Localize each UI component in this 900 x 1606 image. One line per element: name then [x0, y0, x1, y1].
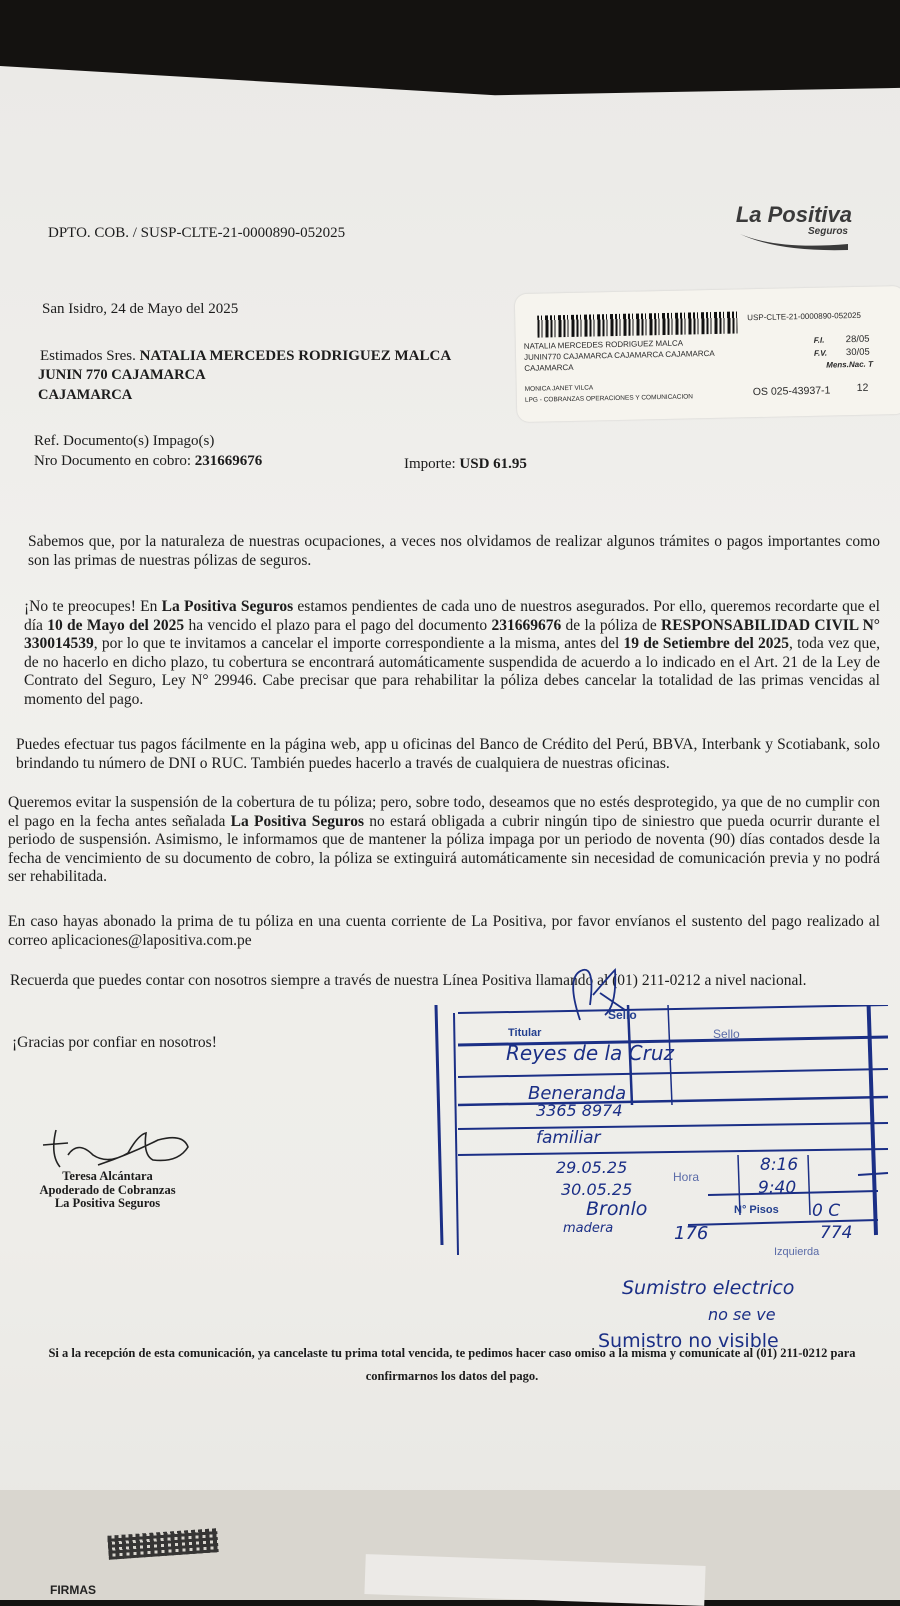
p2-policy: RESPONSABILIDAD CIVIL N° 330014539: [24, 616, 880, 652]
stamp-sello-label: Sello: [608, 1008, 637, 1022]
p2-text: , toda vez que, de no hacerlo en dicho plazo, tu cobertura se encontrará automáticamente suspendida de acuerdo a lo indicado en el Art. 21 de la Ley de Contrato del Seguro, Ley N° 29946. Cabe precisar que para rehabilitar la póliza debes cancelar la totalidad de las primas vencidas al momento del pago.: [24, 635, 881, 708]
paragraph-3: Puedes efectuar tus pagos fácilmente en la página web, app u oficinas del Banco de Crédito del Perú, BBVA, Interbank y Scotiabank, solo brindando tu número de DNI o RUC. También puedes hacerlo a través de cualquiera de nuestras oficinas.: [16, 736, 880, 772]
amount-value: USD 61.95: [459, 456, 527, 472]
stamp-pisos-label: N° Pisos: [734, 1204, 779, 1216]
company-logo: [730, 202, 860, 257]
logo-swoosh-icon: [738, 232, 850, 252]
date-line: San Isidro, 24 de Mayo del 2025: [42, 301, 239, 317]
p2-company: La Positiva Seguros: [161, 598, 294, 615]
doc-number: 231669676: [194, 453, 263, 469]
p2-due-date: 10 de Mayo del 2025: [47, 616, 185, 634]
label-fi-value: 28/05: [845, 333, 870, 346]
thanks-line: ¡Gracias por confiar en nosotros!: [12, 1034, 217, 1051]
p2-text: de la póliza de: [561, 616, 662, 634]
footer-note: Si a la recepción de esta comunicación, ya cancelaste tu prima total vencida, te pedimos hacer caso omiso a la misma y comunícate al (01) 211-0212 para confirmarnos los datos del pago.: [48, 1346, 856, 1383]
p4-text: no estará obligada a cubrir ningún tipo de siniestro que pueda ocurrir durante el periodo de suspensión. Asimismo, le informamos que de mantener la póliza impaga por un periodo de noventa (90) días contados desde la fecha de vencimiento de su documento de cobro, la póliza se extinguirá automáticamente sin necesidad de comunicación previa y no podrá ser rehabilitada.: [8, 812, 880, 885]
reference-code: DPTO. COB. / SUSP-CLTE-21-0000890-052025: [48, 225, 346, 241]
amount-line: [404, 455, 527, 474]
stamp-izquierda-label: Izquierda: [774, 1246, 820, 1258]
handwritten-note-3: Sumistro no visible: [598, 1330, 779, 1352]
p4-company: La Positiva Seguros: [230, 812, 365, 830]
signer-block: [20, 1170, 195, 1211]
label-fv: F.V.: [813, 348, 828, 358]
p4-text: Queremos evitar la suspensión de la cobertura de tu póliza; pero, sobre todo, deseamos que no estés desprotegido, ya que de no cumplir con el pago en la fecha antes señalada: [8, 794, 880, 830]
ref-label: Ref. Documento(s) Impago(s): [34, 433, 215, 449]
label-fv-value: 30/05: [845, 346, 870, 359]
mailing-label: [515, 286, 900, 422]
label-count: 12: [856, 381, 869, 394]
amount-label: Importe:: [404, 456, 456, 472]
label-department: LPG - COBRANZAS OPERACIONES Y COMUNICACION: [524, 393, 694, 404]
logo-sub: Seguros: [807, 226, 848, 237]
handwritten-name: Reyes de la Cruz: [506, 1041, 675, 1065]
handwritten-number: 176: [674, 1223, 709, 1244]
handwritten-color: Bronlo: [586, 1198, 648, 1220]
p2-deadline: 19 de Setiembre del 2025: [623, 635, 790, 652]
doc-label: Nro Documento en cobro:: [34, 453, 192, 469]
logo-name: La Positiva: [735, 202, 852, 227]
handwritten-pisos: 0 C: [812, 1201, 841, 1221]
signer-company: La Positiva Seguros: [54, 1196, 161, 1210]
label-address-2: CAJAMARCA: [524, 362, 574, 373]
label-fi: F.I.: [813, 335, 825, 345]
label-service: Mens.Nac. T: [826, 359, 874, 370]
recipient-address-1: JUNIN 770 CAJAMARCA: [38, 367, 206, 383]
greeting-prefix: Estimados Sres.: [40, 348, 136, 364]
paragraph-1: Sabemos que, por la naturaleza de nuestras ocupaciones, a veces nos olvidamos de realizar algunos trámites o pagos importantes como son las primas de nuestras pólizas de seguros.: [28, 533, 880, 569]
handwritten-note-2: no se ve: [708, 1305, 776, 1324]
paragraph-5: En caso hayas abonado la prima de tu póliza en una cuenta corriente de La Positiva, por favor envíanos el sustento del pago realizado al correo aplicaciones@lapositiva.com.pe: [8, 913, 880, 949]
paragraph-6: Recuerda que puedes contar con nosotros siempre a través de nuestra Línea Positiva llamando al (01) 211-0212 a nivel nacional.: [10, 972, 807, 989]
handwritten-id: 3365 8974: [536, 1101, 623, 1120]
stamp-hora-label: Hora: [673, 1170, 700, 1184]
label-sender: MONICA JANET VILCA: [524, 384, 594, 393]
stamp-signature-icon: [565, 965, 635, 1025]
greeting: [40, 347, 451, 366]
p2-doc-number: 231669676: [491, 616, 562, 634]
handwritten-date-1: 29.05.25: [556, 1158, 628, 1177]
handwritten-time-2: 9:40: [758, 1178, 797, 1198]
recipient-address-2: CAJAMARCA: [38, 387, 133, 403]
label-address-1: JUNIN770 CAJAMARCA CAJAMARCA CAJAMARCA: [523, 348, 715, 362]
handwritten-material: madera: [563, 1221, 614, 1236]
p2-text: estamos pendientes de cada uno de nuestros asegurados. Por ello, queremos recordarte que el día: [24, 598, 880, 634]
stamp-sello-label-2: Sello: [713, 1027, 740, 1041]
delivery-stamp: [428, 1005, 900, 1265]
handwritten-date-2: 30.05.25: [561, 1180, 633, 1199]
background-paper-label: FIRMAS: [50, 1583, 96, 1597]
paragraph-4: [8, 794, 880, 887]
handwritten-role: familiar: [536, 1128, 601, 1148]
barcode-icon: [537, 311, 737, 337]
label-name: NATALIA MERCEDES RODRIGUEZ MALCA: [523, 338, 684, 351]
doc-line: [34, 452, 262, 471]
p2-text: , por lo que te invitamos a cancelar el importe correspondiente a la misma, antes del: [93, 635, 624, 652]
signature-icon: [38, 1125, 198, 1175]
label-code: USP-CLTE-21-0000890-052025: [747, 310, 862, 323]
p2-text: ha vencido el plazo para el pago del documento: [184, 616, 492, 634]
label-os-number: OS 025-43937-1: [752, 384, 831, 399]
handwritten-note-1: Sumistro electrico: [622, 1277, 795, 1299]
p2-text: ¡No te preocupes! En: [24, 598, 162, 615]
signer-name: Teresa Alcántara: [62, 1169, 153, 1183]
handwritten-time-1: 8:16: [760, 1155, 799, 1175]
recipient-name: NATALIA MERCEDES RODRIGUEZ MALCA: [139, 348, 452, 364]
stamp-titular-label: Titular: [508, 1027, 542, 1039]
signer-title: Apoderado de Cobranzas: [39, 1182, 176, 1197]
handwritten-relation: Beneranda: [528, 1083, 627, 1104]
handwritten-piso-value: 774: [820, 1223, 853, 1243]
paragraph-2: [24, 598, 880, 709]
